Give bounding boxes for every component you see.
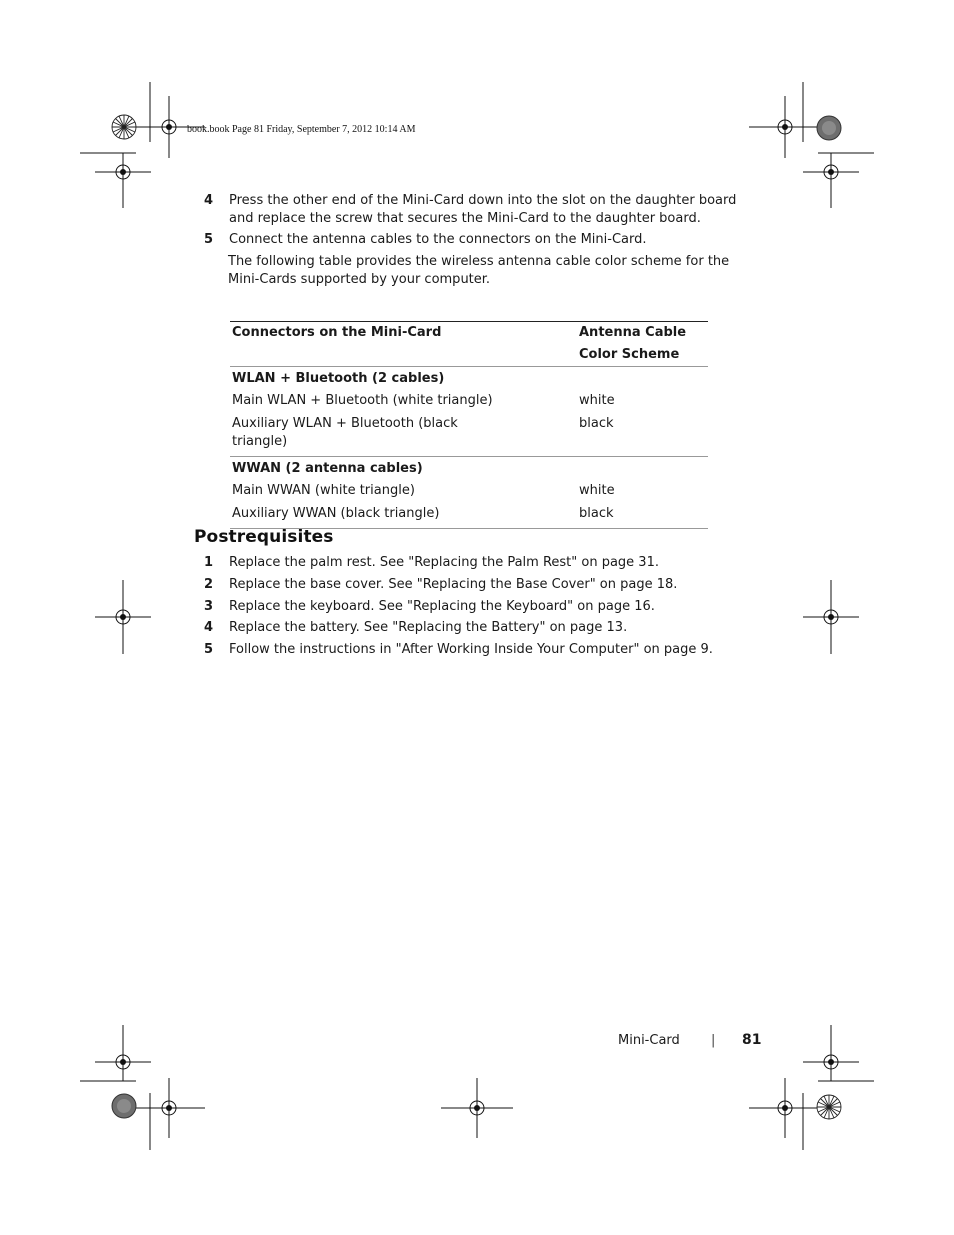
star-target-mark <box>817 1095 841 1119</box>
registration-mark <box>95 1025 151 1081</box>
connector-cell: Auxiliary WWAN (black triangle) <box>230 505 577 529</box>
footer-section-name: Mini-Card <box>618 1033 680 1048</box>
group-title: WLAN + Bluetooth (2 cables) <box>232 371 445 386</box>
color-cell: white <box>579 393 615 408</box>
step-number: 3 <box>204 599 214 614</box>
table-group-row <box>230 367 708 393</box>
table-row <box>230 415 708 457</box>
group-title: WWAN (2 antenna cables) <box>232 461 423 476</box>
step-number: 5 <box>204 232 214 247</box>
step-text: Press the other end of the Mini-Card down into the slot on the daughter board and replace the screw that secures the Mini-Card to the daughter board. <box>229 193 737 226</box>
connector-cell: Main WLAN + Bluetooth (white triangle) <box>232 393 493 408</box>
column-header: Connectors on the Mini-Card <box>230 322 577 367</box>
table-group-row <box>230 457 708 483</box>
step-text: Connect the antenna cables to the connectors on the Mini-Card. <box>229 232 647 247</box>
step-text: Follow the instructions in "After Working Inside Your Computer" on page 9. <box>229 642 713 657</box>
print-slug: book.book Page 81 Friday, September 7, 2012 10:14 AM <box>187 124 416 135</box>
step-number: 2 <box>204 577 214 592</box>
column-header: Antenna Cable Color Scheme <box>577 322 708 367</box>
step-number: 5 <box>204 642 214 657</box>
table-row <box>230 392 708 415</box>
intro-paragraph: The following table provides the wireless antenna cable color scheme for the Mini-Cards supported by your computer. <box>228 254 730 287</box>
color-cell: white <box>579 483 615 498</box>
step-number: 1 <box>204 555 214 570</box>
registration-mark <box>95 153 151 208</box>
connector-cell: Auxiliary WLAN + Bluetooth (black triangle) <box>230 415 577 457</box>
step-number: 4 <box>204 193 214 208</box>
connector-cell: Main WWAN (white triangle) <box>232 483 415 498</box>
step-text: Replace the palm rest. See "Replacing the Palm Rest" on page 31. <box>229 555 659 570</box>
registration-mark <box>803 1025 859 1081</box>
color-cell: black <box>577 415 708 457</box>
antenna-cable-table <box>230 321 708 529</box>
step-text: Replace the keyboard. See "Replacing the Keyboard" on page 16. <box>229 599 655 614</box>
table-header-row <box>230 322 708 367</box>
star-target-mark <box>112 115 136 139</box>
table-row <box>230 505 708 529</box>
step-text: Replace the battery. See "Replacing the Battery" on page 13. <box>229 620 628 635</box>
step-text: Replace the base cover. See "Replacing the Base Cover" on page 18. <box>229 577 678 592</box>
registration-mark <box>803 153 859 208</box>
table-row <box>230 482 708 505</box>
footer-separator: | <box>711 1033 716 1048</box>
section-heading: Postrequisites <box>194 527 334 547</box>
color-cell: black <box>577 505 708 529</box>
page-number: 81 <box>742 1032 762 1048</box>
step-number: 4 <box>204 620 214 635</box>
